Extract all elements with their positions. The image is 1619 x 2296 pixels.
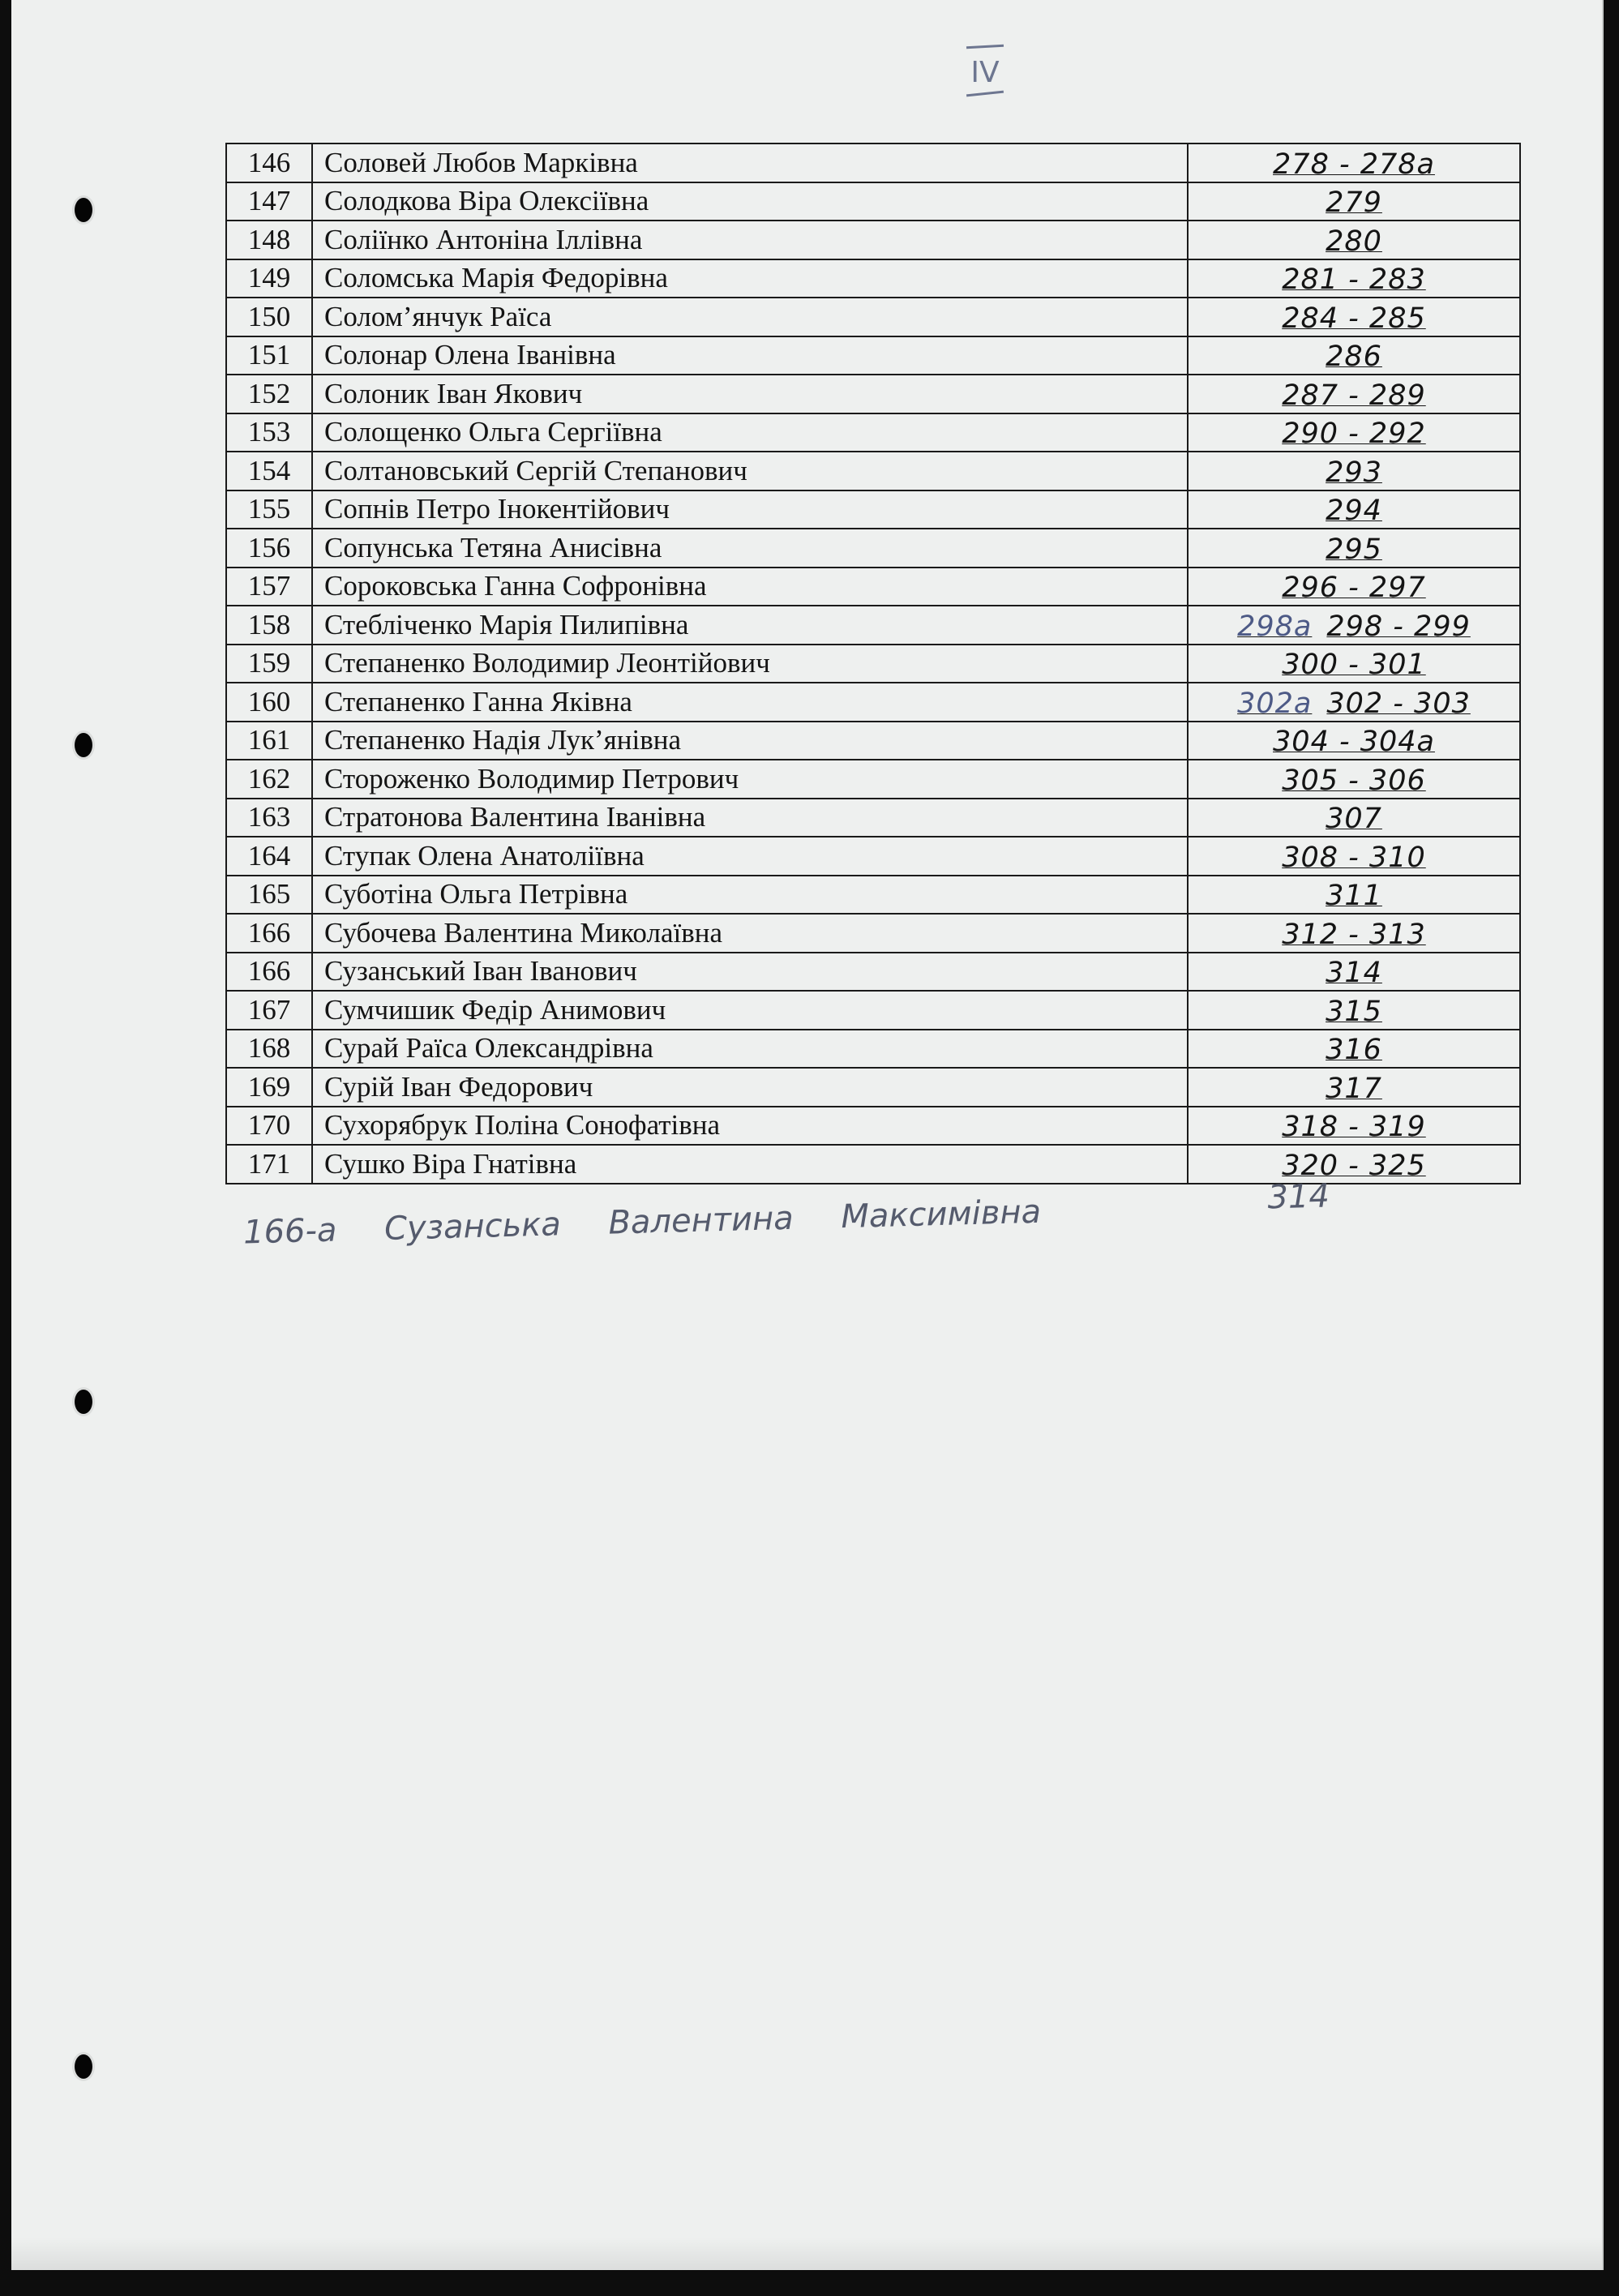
page-range-cell: [1188, 914, 1520, 953]
row-number: 161: [226, 722, 312, 760]
page-range-line: [1189, 533, 1519, 566]
table-row: [226, 1107, 1520, 1146]
page-range-cell: [1188, 568, 1520, 606]
row-number: 160: [226, 683, 312, 722]
page-range: 296 - 297: [1282, 572, 1426, 605]
page-range-line: [1189, 1073, 1519, 1105]
page-range-cell: [1188, 953, 1520, 992]
row-number: 167: [226, 991, 312, 1030]
table-row: [226, 837, 1520, 876]
table-row: [226, 953, 1520, 992]
page-range-line: [1189, 803, 1519, 835]
person-name: Соліїнко Антоніна Іллівна: [312, 221, 1188, 259]
page-range: 294: [1326, 495, 1382, 528]
row-number: 154: [226, 452, 312, 490]
row-number: 149: [226, 259, 312, 298]
table-row: [226, 683, 1520, 722]
page-range-cell: [1188, 837, 1520, 876]
page-range-line: [1189, 1034, 1519, 1066]
page-range: 302 - 303: [1326, 687, 1471, 720]
page-range-line: [1189, 302, 1519, 335]
page-range: 318 - 319: [1282, 1111, 1426, 1144]
page-range-cell: [1188, 413, 1520, 452]
row-number: 147: [226, 182, 312, 221]
page-range: 278 - 278а: [1273, 148, 1435, 181]
table-row: [226, 375, 1520, 413]
page-range: 295: [1326, 533, 1382, 566]
page-range-line: [1189, 341, 1519, 373]
page-range: 314: [1326, 957, 1382, 990]
page-range-line: [1189, 726, 1519, 758]
page-range: 281 - 283: [1282, 263, 1426, 297]
page-range-line: [1189, 880, 1519, 912]
stamp-top-bar: [966, 45, 1004, 49]
page-range: 304 - 304а: [1273, 726, 1435, 759]
table-row: [226, 144, 1520, 182]
register-body: [226, 144, 1520, 1184]
page-range-cell: [1188, 876, 1520, 915]
table-row: [226, 876, 1520, 915]
page-range-line: [1189, 456, 1519, 489]
page-range: 316: [1326, 1034, 1382, 1067]
document-page: [11, 0, 1604, 2270]
person-name: Сухорябрук Поліна Сонофатівна: [312, 1107, 1188, 1146]
page-range-cell: [1188, 298, 1520, 336]
person-name: Солоник Іван Якович: [312, 375, 1188, 413]
person-name: Соломська Марія Федорівна: [312, 259, 1188, 298]
table-row: [226, 336, 1520, 375]
page-range: 298 - 299: [1326, 610, 1471, 643]
page-range-line: [1189, 572, 1519, 604]
page-range-cell: [1188, 221, 1520, 259]
archive-stamp: [962, 39, 1009, 104]
table-row: [226, 259, 1520, 298]
page-range: 286: [1326, 341, 1382, 374]
row-number: 159: [226, 645, 312, 683]
row-number: 168: [226, 1030, 312, 1069]
page-range-line: [1189, 186, 1519, 219]
page-range: 300 - 301: [1282, 649, 1426, 682]
person-name: Солом’янчук Раїса: [312, 298, 1188, 336]
row-number: 165: [226, 876, 312, 915]
page-range-cell: [1188, 1068, 1520, 1107]
page-range-cell: [1188, 1145, 1520, 1184]
row-number: 171: [226, 1145, 312, 1184]
table-row: [226, 914, 1520, 953]
page-range: 279: [1326, 186, 1382, 220]
page-range-line: [1189, 957, 1519, 989]
person-name: Солощенко Ольга Сергіївна: [312, 413, 1188, 452]
punch-hole: [75, 1390, 92, 1414]
page-range-prefix: 302а: [1237, 687, 1313, 720]
page-range-line: [1189, 418, 1519, 450]
person-name: Ступак Олена Анатоліївна: [312, 837, 1188, 876]
row-number: 166: [226, 914, 312, 953]
row-number: 169: [226, 1068, 312, 1107]
person-name: Соловей Любов Марківна: [312, 144, 1188, 182]
register-table: [225, 143, 1521, 1184]
row-number: 162: [226, 760, 312, 799]
table-row: [226, 645, 1520, 683]
page-range-line: [1189, 1111, 1519, 1143]
row-number: 153: [226, 413, 312, 452]
table-row: [226, 568, 1520, 606]
person-name: Субочева Валентина Миколаївна: [312, 914, 1188, 953]
note-patronymic: Максимівна: [840, 1193, 1042, 1236]
page-range-line: [1189, 610, 1519, 643]
table-row: [226, 991, 1520, 1030]
page-range-line: [1189, 263, 1519, 296]
person-name: Сопунська Тетяна Анисівна: [312, 529, 1188, 568]
table-row: [226, 452, 1520, 490]
person-name: Солтановський Сергій Степанович: [312, 452, 1188, 490]
row-number: 146: [226, 144, 312, 182]
person-name: Сороковська Ганна Софронівна: [312, 568, 1188, 606]
stamp-numeral: IV: [970, 56, 1000, 89]
note-first-name: Валентина: [607, 1199, 795, 1242]
page-range: 308 - 310: [1282, 841, 1426, 874]
page-range-cell: [1188, 991, 1520, 1030]
page-range-cell: [1188, 722, 1520, 760]
table-row: [226, 182, 1520, 221]
person-name: Сузанський Іван Іванович: [312, 953, 1188, 992]
page-range-cell: [1188, 645, 1520, 683]
person-name: Стороженко Володимир Петрович: [312, 760, 1188, 799]
page-range: 287 - 289: [1282, 379, 1426, 412]
page-range-cell: [1188, 1107, 1520, 1146]
person-name: Сопнів Петро Інокентійович: [312, 490, 1188, 529]
row-number: 155: [226, 490, 312, 529]
table-row: [226, 799, 1520, 837]
page-range-line: [1189, 996, 1519, 1028]
page-range: 312 - 313: [1282, 918, 1426, 951]
table-row: [226, 1030, 1520, 1069]
row-number: 151: [226, 336, 312, 375]
table-row: [226, 722, 1520, 760]
row-number: 152: [226, 375, 312, 413]
table-row: [226, 529, 1520, 568]
page-range: 305 - 306: [1282, 764, 1426, 797]
page-range-line: [1189, 919, 1519, 951]
punch-hole: [75, 198, 92, 222]
page-range-line: [1189, 225, 1519, 258]
page-range-cell: [1188, 144, 1520, 182]
page-range-cell: [1188, 336, 1520, 375]
table-row: [226, 606, 1520, 645]
row-number: 164: [226, 837, 312, 876]
page-range: 315: [1326, 995, 1382, 1028]
row-number: 163: [226, 799, 312, 837]
page-range-cell: [1188, 683, 1520, 722]
row-number: 156: [226, 529, 312, 568]
note-number: 166-а: [242, 1211, 338, 1252]
person-name: Степаненко Ганна Яківна: [312, 683, 1188, 722]
page-range: 293: [1326, 456, 1382, 489]
page-range: 280: [1326, 225, 1382, 258]
person-name: Сушко Віра Гнатівна: [312, 1145, 1188, 1184]
page-range: 307: [1326, 803, 1382, 836]
page-range: 317: [1326, 1072, 1382, 1105]
row-number: 148: [226, 221, 312, 259]
page-range-line: [1189, 1150, 1519, 1182]
page-range-cell: [1188, 606, 1520, 645]
page-range-cell: [1188, 760, 1520, 799]
handwritten-note: [242, 1177, 1330, 1252]
page-range-cell: [1188, 375, 1520, 413]
page-range: 290 - 292: [1282, 418, 1426, 451]
row-number: 157: [226, 568, 312, 606]
page-range-line: [1189, 765, 1519, 797]
note-pages: 314: [1266, 1177, 1330, 1217]
page-range-cell: [1188, 1030, 1520, 1069]
person-name: Степаненко Володимир Леонтійович: [312, 645, 1188, 683]
page-range-line: [1189, 842, 1519, 874]
person-name: Сурій Іван Федорович: [312, 1068, 1188, 1107]
person-name: Стебліченко Марія Пилипівна: [312, 606, 1188, 645]
page-range-prefix: 298а: [1237, 610, 1313, 643]
table-row: [226, 760, 1520, 799]
page-range-line: [1189, 495, 1519, 527]
table-row: [226, 298, 1520, 336]
table-row: [226, 1068, 1520, 1107]
person-name: Сурай Раїса Олександрівна: [312, 1030, 1188, 1069]
person-name: Солонар Олена Іванівна: [312, 336, 1188, 375]
person-name: Степаненко Надія Лук’янівна: [312, 722, 1188, 760]
row-number: 158: [226, 606, 312, 645]
punch-hole: [75, 733, 92, 757]
page-range: 320 - 325: [1282, 1149, 1426, 1182]
person-name: Стратонова Валентина Іванівна: [312, 799, 1188, 837]
punch-hole: [75, 2054, 92, 2079]
page-range: 311: [1326, 880, 1382, 913]
row-number: 150: [226, 298, 312, 336]
page-range: 284 - 285: [1282, 302, 1426, 335]
page-range-cell: [1188, 799, 1520, 837]
table-row: [226, 413, 1520, 452]
person-name: Солодкова Віра Олексіївна: [312, 182, 1188, 221]
page-range-line: [1189, 148, 1519, 181]
page-range-cell: [1188, 259, 1520, 298]
table-row: [226, 221, 1520, 259]
page-shadow: [11, 2238, 1602, 2270]
person-name: Суботіна Ольга Петрівна: [312, 876, 1188, 915]
page-range-line: [1189, 688, 1519, 720]
page-range-line: [1189, 649, 1519, 681]
note-surname: Сузанська: [383, 1206, 562, 1248]
page-range-cell: [1188, 490, 1520, 529]
row-number: 166: [226, 953, 312, 992]
page-range-cell: [1188, 452, 1520, 490]
person-name: Сумчишик Федір Анимович: [312, 991, 1188, 1030]
row-number: 170: [226, 1107, 312, 1146]
page-range-cell: [1188, 529, 1520, 568]
page-range-line: [1189, 379, 1519, 412]
table-row: [226, 490, 1520, 529]
page-range-cell: [1188, 182, 1520, 221]
